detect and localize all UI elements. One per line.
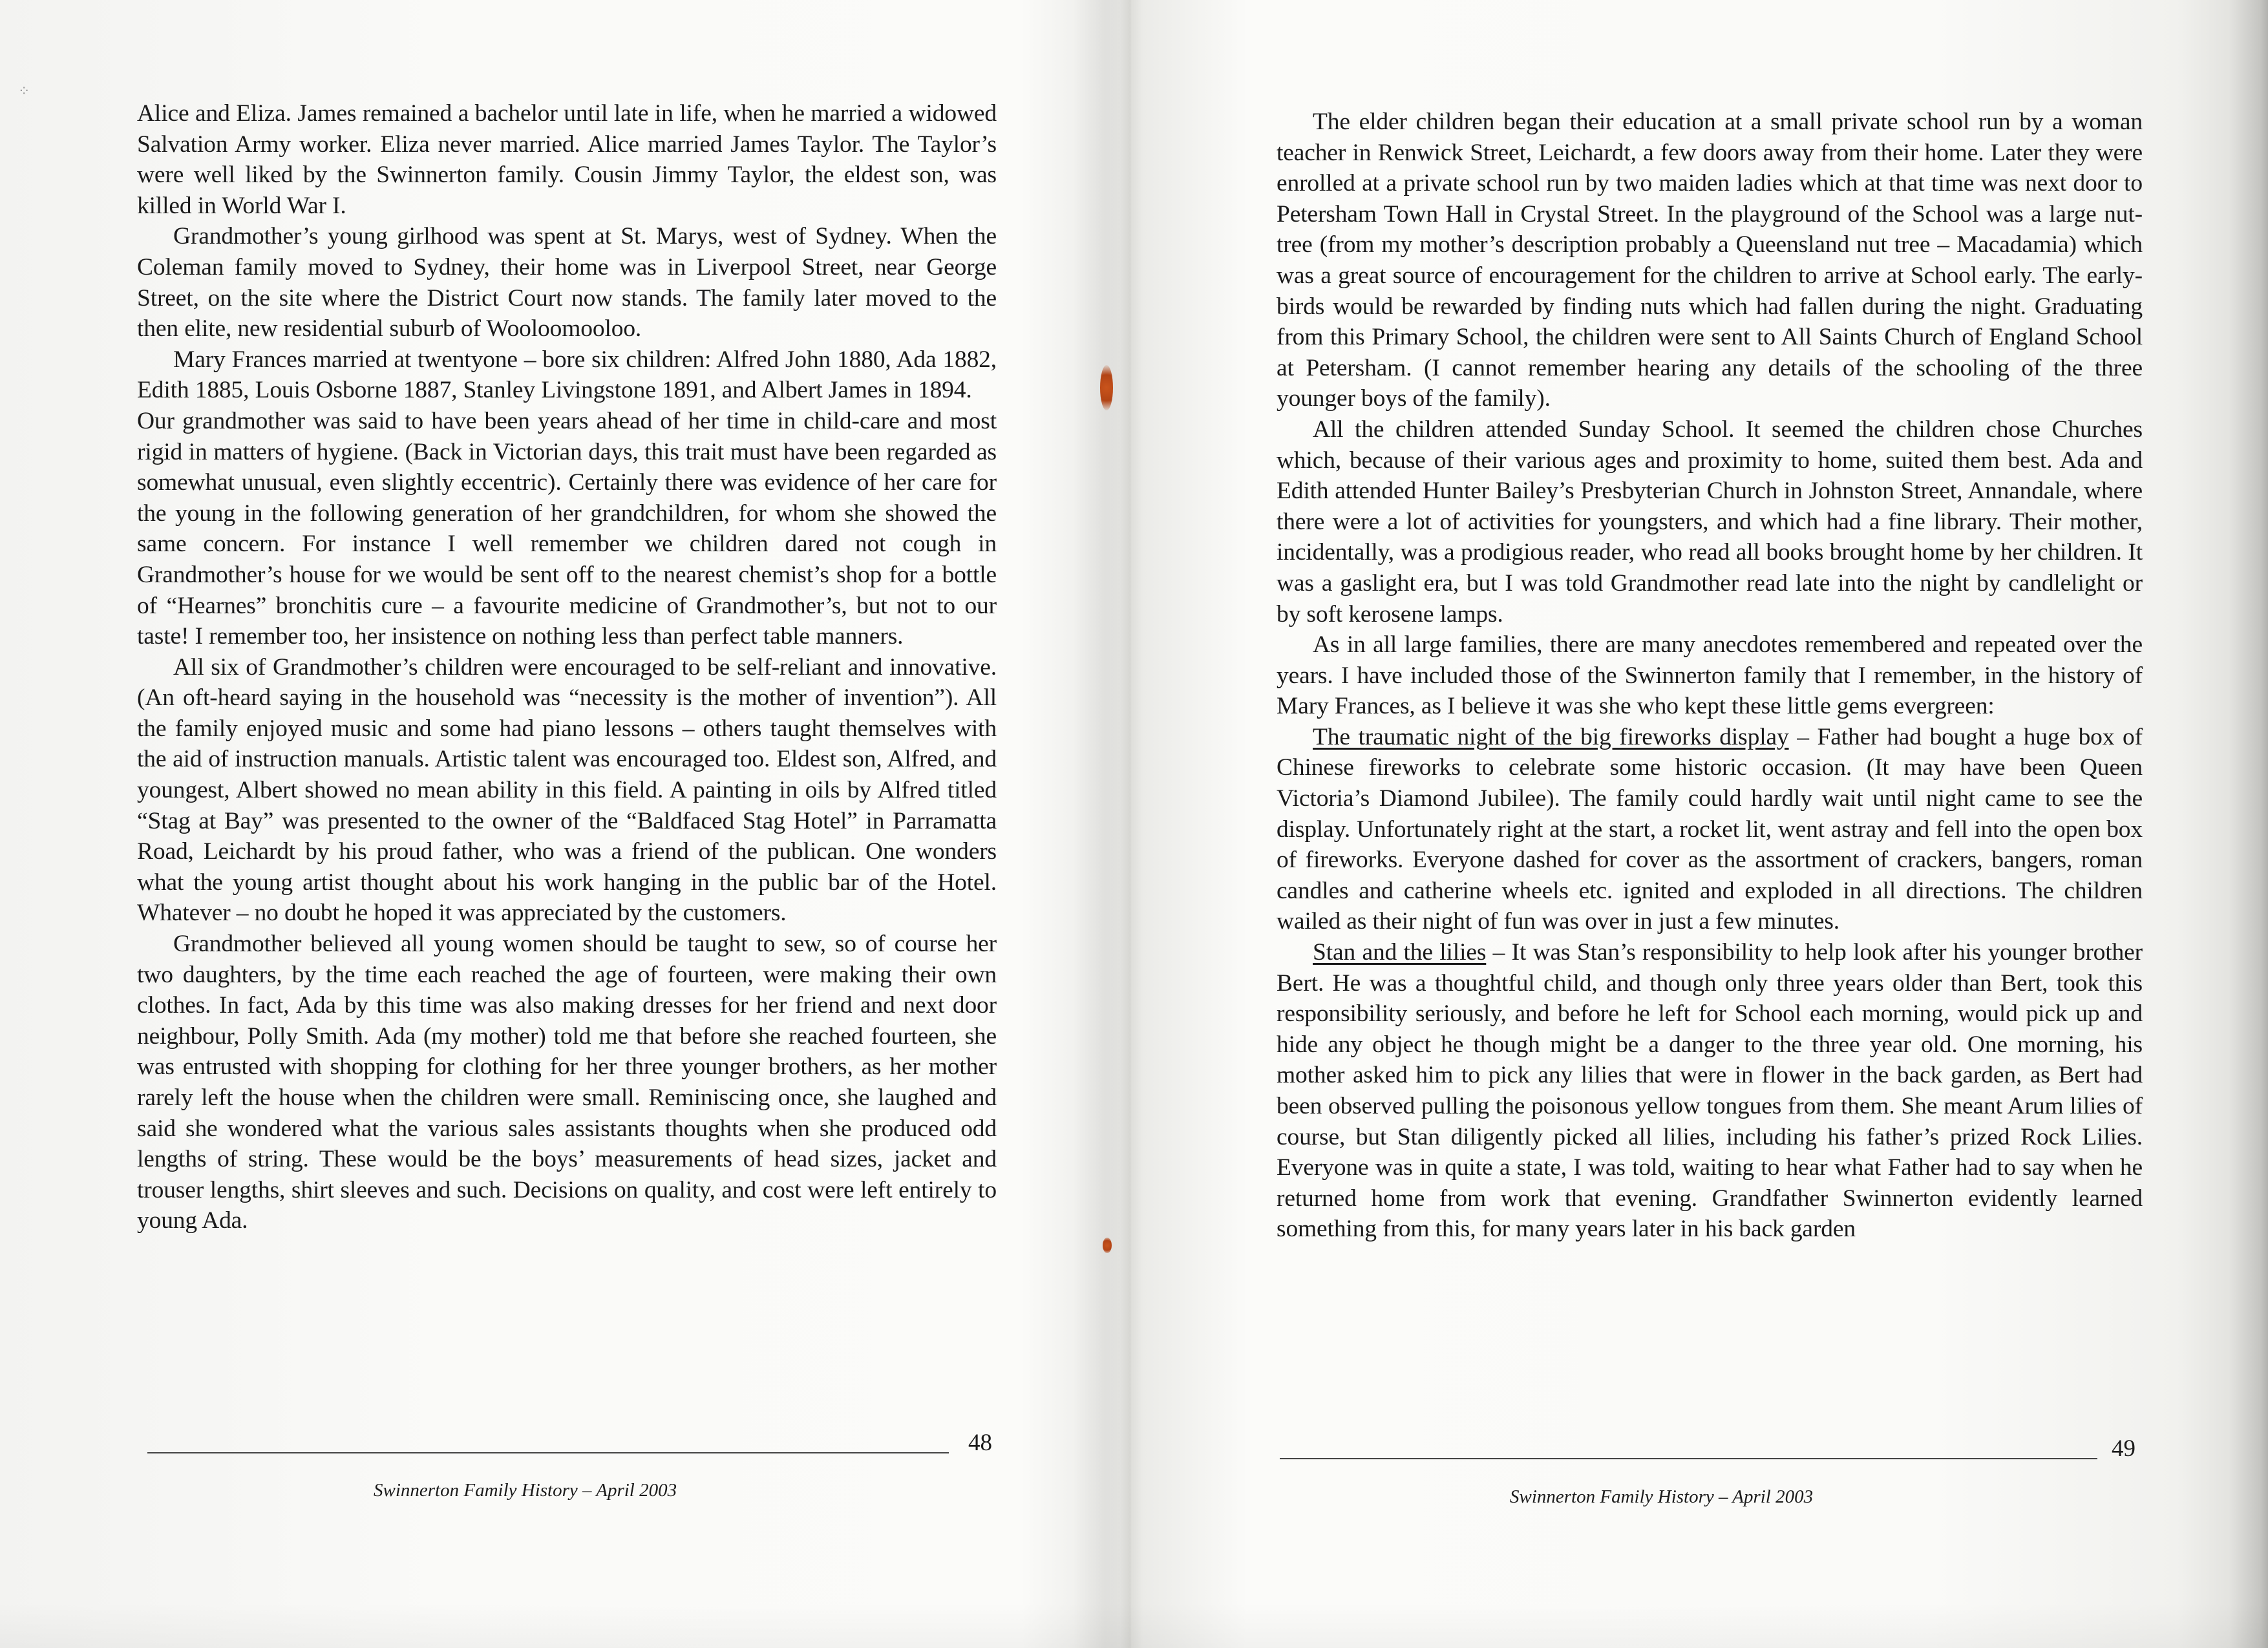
paragraph: Grandmother’s young girlhood was spent at St. Marys, west of Sydney. When the Coleman family moved to Sydney, their home was in Liverpool Street, near George Street, on the site where the District Court now stands. The family later moved to the then elite, new residential suburb of Wooloomooloo. — [137, 223, 997, 343]
scan-speck: ⁘ — [18, 83, 30, 99]
paragraph: The elder children began their education at a small private school run by a woman teacher in Renwick Street, Leichardt, a few doors away from their home. Later they were enrolled at a private school run by two maiden ladies which at that time was next door to Petersham Town Hall in Crystal Street. In the playground of the School was a large nut-tree (from my mother’s description probably a Queensland nut tree – Macadamia) which was a great source of encouragement for the children to arrive at School early. The early-birds would be rewarded by finding nuts which had fallen during the night. Graduating from this Primary School, the children were sent to All Saints Church of England School at Petersham. (I cannot remember hearing any details of the schooling of the three younger boys of the family). — [1277, 109, 2143, 412]
footer-rule — [147, 1452, 949, 1453]
anecdote-text: – It was Stan’s responsibility to help look after his younger brother Bert. He was a thoughtful child, and though only three years older than Bert, took this responsibility seriously, and before he left for School each morning, would pick up and hide any object he though might be a danger to the three year old. One morning, his mother asked him to pick any lilies that were in flower in the back garden, as Bert had been observed pulling the poisonous yellow tongues from them. She meant Arum lilies of course, but Stan diligently picked all lilies, including his father’s prized Rock Lilies. Everyone was in quite a state, I was told, waiting to hear what Father had to say when he returned home from work that evening. Grandfather Swinnerton evidently learned something from this, for many years later in his back garden — [1277, 939, 2143, 1243]
paragraph: As in all large families, there are many anecdotes remembered and repeated over the years. I have included those of the Swinnerton family that I remember, in the history of Mary Frances, as I believe it was she who kept these little gems evergreen: — [1277, 631, 2143, 720]
right-page-body — [1277, 107, 2143, 1245]
anecdote-paragraph — [1277, 937, 2143, 1245]
right-page — [1125, 0, 2268, 1648]
page-number: 49 — [2112, 1435, 2136, 1462]
running-footer: Swinnerton Family History – April 2003 — [374, 1480, 677, 1501]
left-page — [0, 0, 1125, 1648]
anecdote-heading: The traumatic night of the big fireworks display — [1313, 723, 1789, 750]
paragraph: Our grandmother was said to have been years ahead of her time in child-care and most rigid in matters of hygiene. (Back in Victorian days, this trait must have been regarded as somewhat unusual, even slightly eccentric). Certainly there was evidence of her care for the young in the following generation of her grandchildren, for whom she showed the same concern. For instance I well remember we children dared not cough in Grandmother’s house for we would be sent off to the nearest chemist’s shop for a bottle of “Hearnes” bronchitis cure – a favourite medicine of Grandmother’s, but not to our taste! I remember too, her insistence on nothing less than perfect table manners. — [137, 407, 997, 650]
running-footer: Swinnerton Family History – April 2003 — [1510, 1486, 1814, 1507]
anecdote-heading: Stan and the lilies — [1313, 939, 1487, 966]
anecdote-text: – Father had bought a huge box of Chinese fireworks to celebrate some historic occasion. (It may have been Queen Victoria’s Diamond Jubilee). The family could hardly wait until night came to see the display. Unfortunately right at the start, a rocket lit, went astray and fell into the open box of fireworks. Everyone dashed for cover as the assortment of crackers, bangers, roman candles and catherine wheels etc. ignited and exploded in all directions. The children wailed as their night of fun was over in just a few minutes. — [1277, 723, 2143, 935]
paragraph: All the children attended Sunday School. It seemed the children chose Churches which, because of their various ages and proximity to home, suited them best. Ada and Edith attended Hunter Bailey’s Presbyterian Church in Johnston Street, Annandale, where there were a lot of activities for youngsters, and which had a fine library. Their mother, incidentally, was a prodigious reader, who read all books brought home by her children. It was a gaslight era, but I was told Grandmother read late into the night by candlelight or by soft kerosene lamps. — [1277, 416, 2143, 628]
paragraph: Mary Frances married at twentyone – bore six children: Alfred John 1880, Ada 1882, Edith 1885, Louis Osborne 1887, Stanley Livingstone 1891, and Albert James in 1894. — [137, 346, 997, 404]
paragraph: Alice and Eliza. James remained a bachelor until late in life, when he married a widowed Salvation Army worker. Eliza never married. Alice married James Taylor. The Taylor’s were well liked by the Swinnerton family. Cousin Jimmy Taylor, the eldest son, was killed in World War I. — [137, 100, 997, 219]
anecdote-paragraph — [1277, 722, 2143, 937]
paragraph: All six of Grandmother’s children were encouraged to be self-reliant and innovative. (An oft-heard saying in the household was “necessity is the mother of invention”). All the family enjoyed music and some had piano lessons – others taught themselves with the aid of instruction manuals. Artistic talent was encouraged too. Eldest son, Alfred, and youngest, Albert showed no mean ability in this field. A painting in oils by Alfred titled “Stag at Bay” was presented to the owner of the “Baldfaced Stag Hotel” in Parramatta Road, Leichardt by his proud father, who was a friend of the publican. One wonders what the young artist thought about his work hanging in the public bar of the Hotel. Whatever – no doubt he hoped it was appreciated by the customers. — [137, 653, 997, 927]
page-number: 48 — [968, 1430, 992, 1456]
paragraph: Grandmother believed all young women should be taught to sew, so of course her two daughters, by the time each reached the age of fourteen, were making their own clothes. In fact, Ada by this time was also making dresses for her friend and next door neighbour, Polly Smith. Ada (my mother) told me that before she reached fourteen, she was entrusted with shopping for clothing for her three younger brothers, as her mother rarely left the house when the children were small. Reminiscing once, she laughed and said she wondered what the various sales assistants thoughts when she produced odd lengths of string. These would be the boys’ measurements of head sizes, jacket and trouser lengths, shirt sleeves and such. Decisions on quality, and cost were left entirely to young Ada. — [137, 931, 997, 1234]
footer-rule — [1280, 1458, 2097, 1459]
left-page-body — [137, 98, 997, 1236]
